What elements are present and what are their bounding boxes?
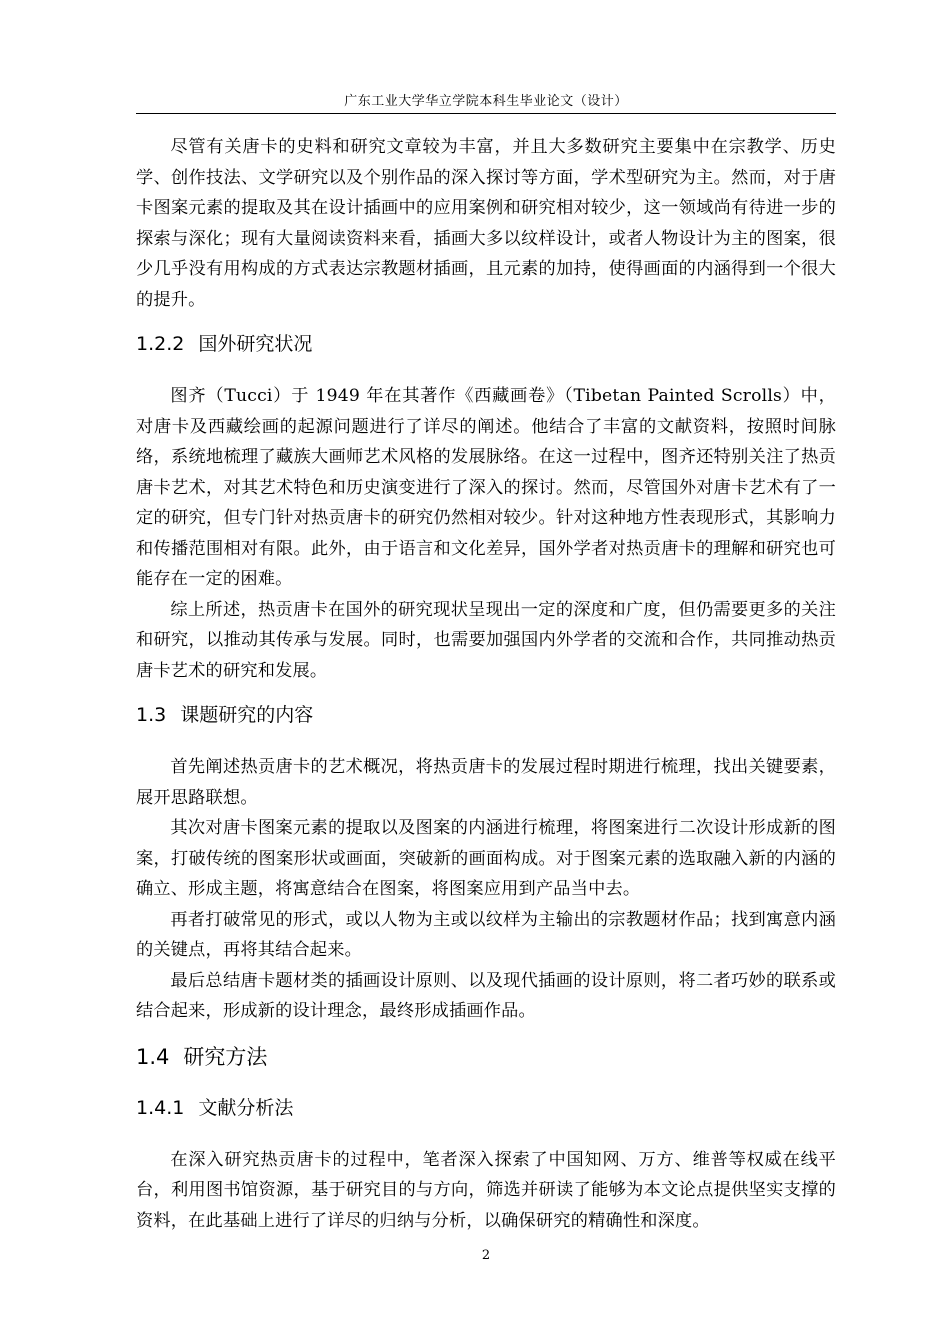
heading-number: 1.3 <box>136 704 167 726</box>
heading-number: 1.4 <box>136 1044 170 1069</box>
heading-title: 国外研究状况 <box>198 333 313 355</box>
paragraph-1: 尽管有关唐卡的史料和研究文章较为丰富，并且大多数研究主要集中在宗教学、历史学、创作技法、文学研究以及个别作品的深入探讨等方面，学术型研究为主。然而，对于唐卡图案元素的提取及其在设计插画中的应用案例和研究相对较少，这一领域尚有待进一步的探索与深化；现有大量阅读资料来看，插画大多以纹样设计，或者人物设计为主的图案，很少几乎没有用构成的方式表达宗教题材插画，且元素的加持，使得画面的内涵得到一个很大的提升。 <box>136 137 836 310</box>
paragraph-7: 最后总结唐卡题材类的插画设计原则、以及现代插画的设计原则，将二者巧妙的联系或结合起来，形成新的设计理念，最终形成插画作品。 <box>136 970 836 1021</box>
header-rule <box>136 113 836 114</box>
heading-1-4-1 <box>136 1093 836 1123</box>
heading-title: 研究方法 <box>183 1044 268 1069</box>
heading-number: 1.4.1 <box>136 1096 185 1119</box>
paragraph-4: 首先阐述热贡唐卡的艺术概况，将热贡唐卡的发展过程时期进行梳理，找出关键要素，展开思路联想。 <box>136 757 836 808</box>
running-header: 广东工业大学华立学院本科生毕业论文（设计） <box>344 94 628 109</box>
paragraph-3: 综上所述，热贡唐卡在国外的研究现状呈现出一定的深度和广度，但仍需要更多的关注和研究，以推动其传承与发展。同时，也需要加强国内外学者的交流和合作，共同推动热贡唐卡艺术的研究和发展。 <box>136 599 836 681</box>
heading-1-2-2 <box>136 329 836 359</box>
paragraph-6: 再者打破常见的形式，或以人物为主或以纹样为主输出的宗教题材作品；找到寓意内涵的关键点，再将其结合起来。 <box>136 909 836 960</box>
paragraph-8: 在深入研究热贡唐卡的过程中，笔者深入探索了中国知网、万方、维普等权威在线平台，利用图书馆资源，基于研究目的与方向，筛选并研读了能够为本文论点提供坚实支撑的资料，在此基础上进行了详尽的归纳与分析，以确保研究的精确性和深度。 <box>136 1149 836 1231</box>
paragraph-5: 其次对唐卡图案元素的提取以及图案的内涵进行梳理，将图案进行二次设计形成新的图案，打破传统的图案形状或画面，突破新的画面构成。对于图案元素的选取融入新的内涵的确立、形成主题，将寓意结合在图案，将图案应用到产品当中去。 <box>136 818 836 899</box>
heading-1-3 <box>136 700 836 730</box>
heading-title: 文献分析法 <box>198 1096 294 1119</box>
page-number: 2 <box>481 1248 491 1263</box>
heading-title: 课题研究的内容 <box>180 704 314 726</box>
heading-1-4 <box>136 1041 836 1073</box>
page-body <box>136 132 836 1236</box>
heading-number: 1.2.2 <box>136 333 185 355</box>
paragraph-2: 图齐（Tucci）于 1949 年在其著作《西藏画卷》（Tibetan Painted Scrolls）中，对唐卡及西藏绘画的起源问题进行了详尽的阐述。他结合了丰富的文献资料，按照时间脉络，系统地梳理了藏族大画师艺术风格的发展脉络。在这一过程中，图齐还特别关注了热贡唐卡艺术，对其艺术特色和历史演变进行了深入的探讨。然而，尽管国外对唐卡艺术有了一定的研究，但专门针对热贡唐卡的研究仍然相对较少。针对这种地方性表现形式，其影响力和传播范围相对有限。此外，由于语言和文化差异，国外学者对热贡唐卡的理解和研究也可能存在一定的困难。 <box>136 386 836 589</box>
